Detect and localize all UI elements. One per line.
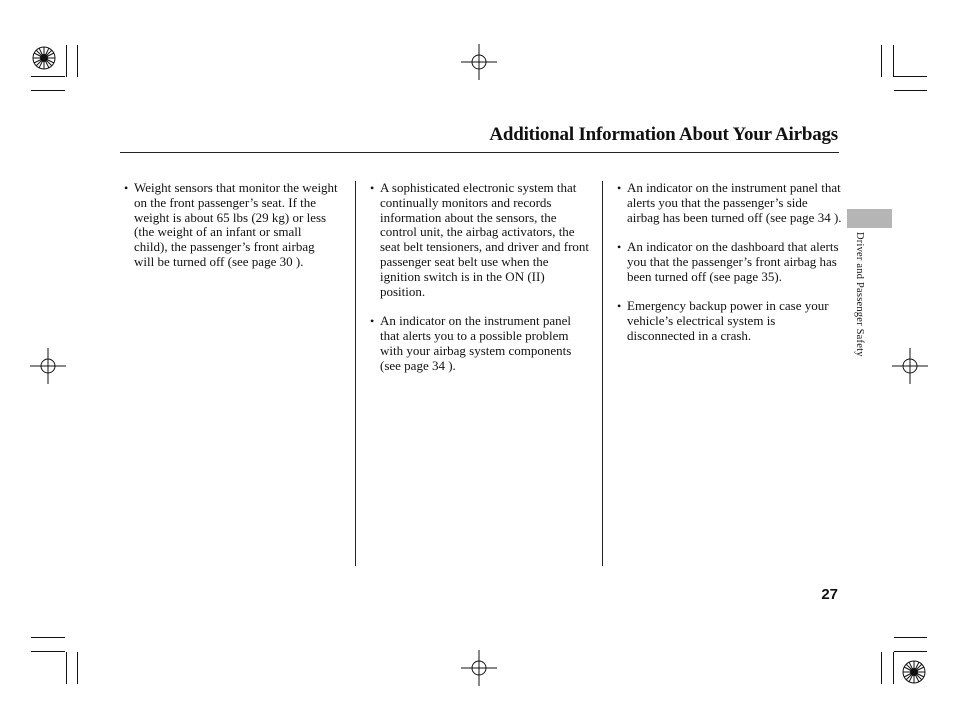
bullet-list <box>617 181 843 344</box>
crosshair-icon <box>461 44 497 80</box>
section-tab-label: Driver and Passenger Safety <box>854 232 865 357</box>
column-divider <box>355 181 356 566</box>
page-title: Additional Information About Your Airbags <box>489 124 838 145</box>
crosshair-icon <box>461 650 497 686</box>
bullet-item: • An indicator on the instrument panel that alerts you that the passenger’s side airbag has been turned off (see page 34 ). <box>617 181 843 225</box>
registration-target-icon <box>898 656 930 688</box>
bullet-item: • Emergency backup power in case your vehicle’s electrical system is disconnected in a crash. <box>617 299 843 343</box>
text-column-3 <box>617 181 843 359</box>
text-column-1 <box>124 181 338 285</box>
section-tab <box>847 209 892 228</box>
bullet-item: • An indicator on the instrument panel that alerts you to a possible problem with your airbag system components (see page 34 ). <box>370 314 590 373</box>
bullet-list <box>124 181 338 270</box>
page-number: 27 <box>821 586 838 603</box>
title-divider <box>120 152 839 153</box>
bullet-item: • Weight sensors that monitor the weight on the front passenger’s seat. If the weight is about 65 lbs (29 kg) or less (the weight of an infant or small child), the passenger’s front airbag will be turned off (see page 30 ). <box>124 181 338 270</box>
bullet-item: • An indicator on the dashboard that alerts you that the passenger’s front airbag has been turned off (see page 35). <box>617 240 843 284</box>
bullet-list <box>370 181 590 373</box>
crosshair-icon <box>30 348 66 384</box>
crosshair-icon <box>892 348 928 384</box>
bullet-item: • A sophisticated electronic system that continually monitors and records information about the sensors, the control unit, the airbag activators, the seat belt tensioners, and driver and front passenger seat belt use when the ignition switch is in the ON (II) position. <box>370 181 590 299</box>
column-divider <box>602 181 603 566</box>
text-column-2 <box>370 181 590 388</box>
